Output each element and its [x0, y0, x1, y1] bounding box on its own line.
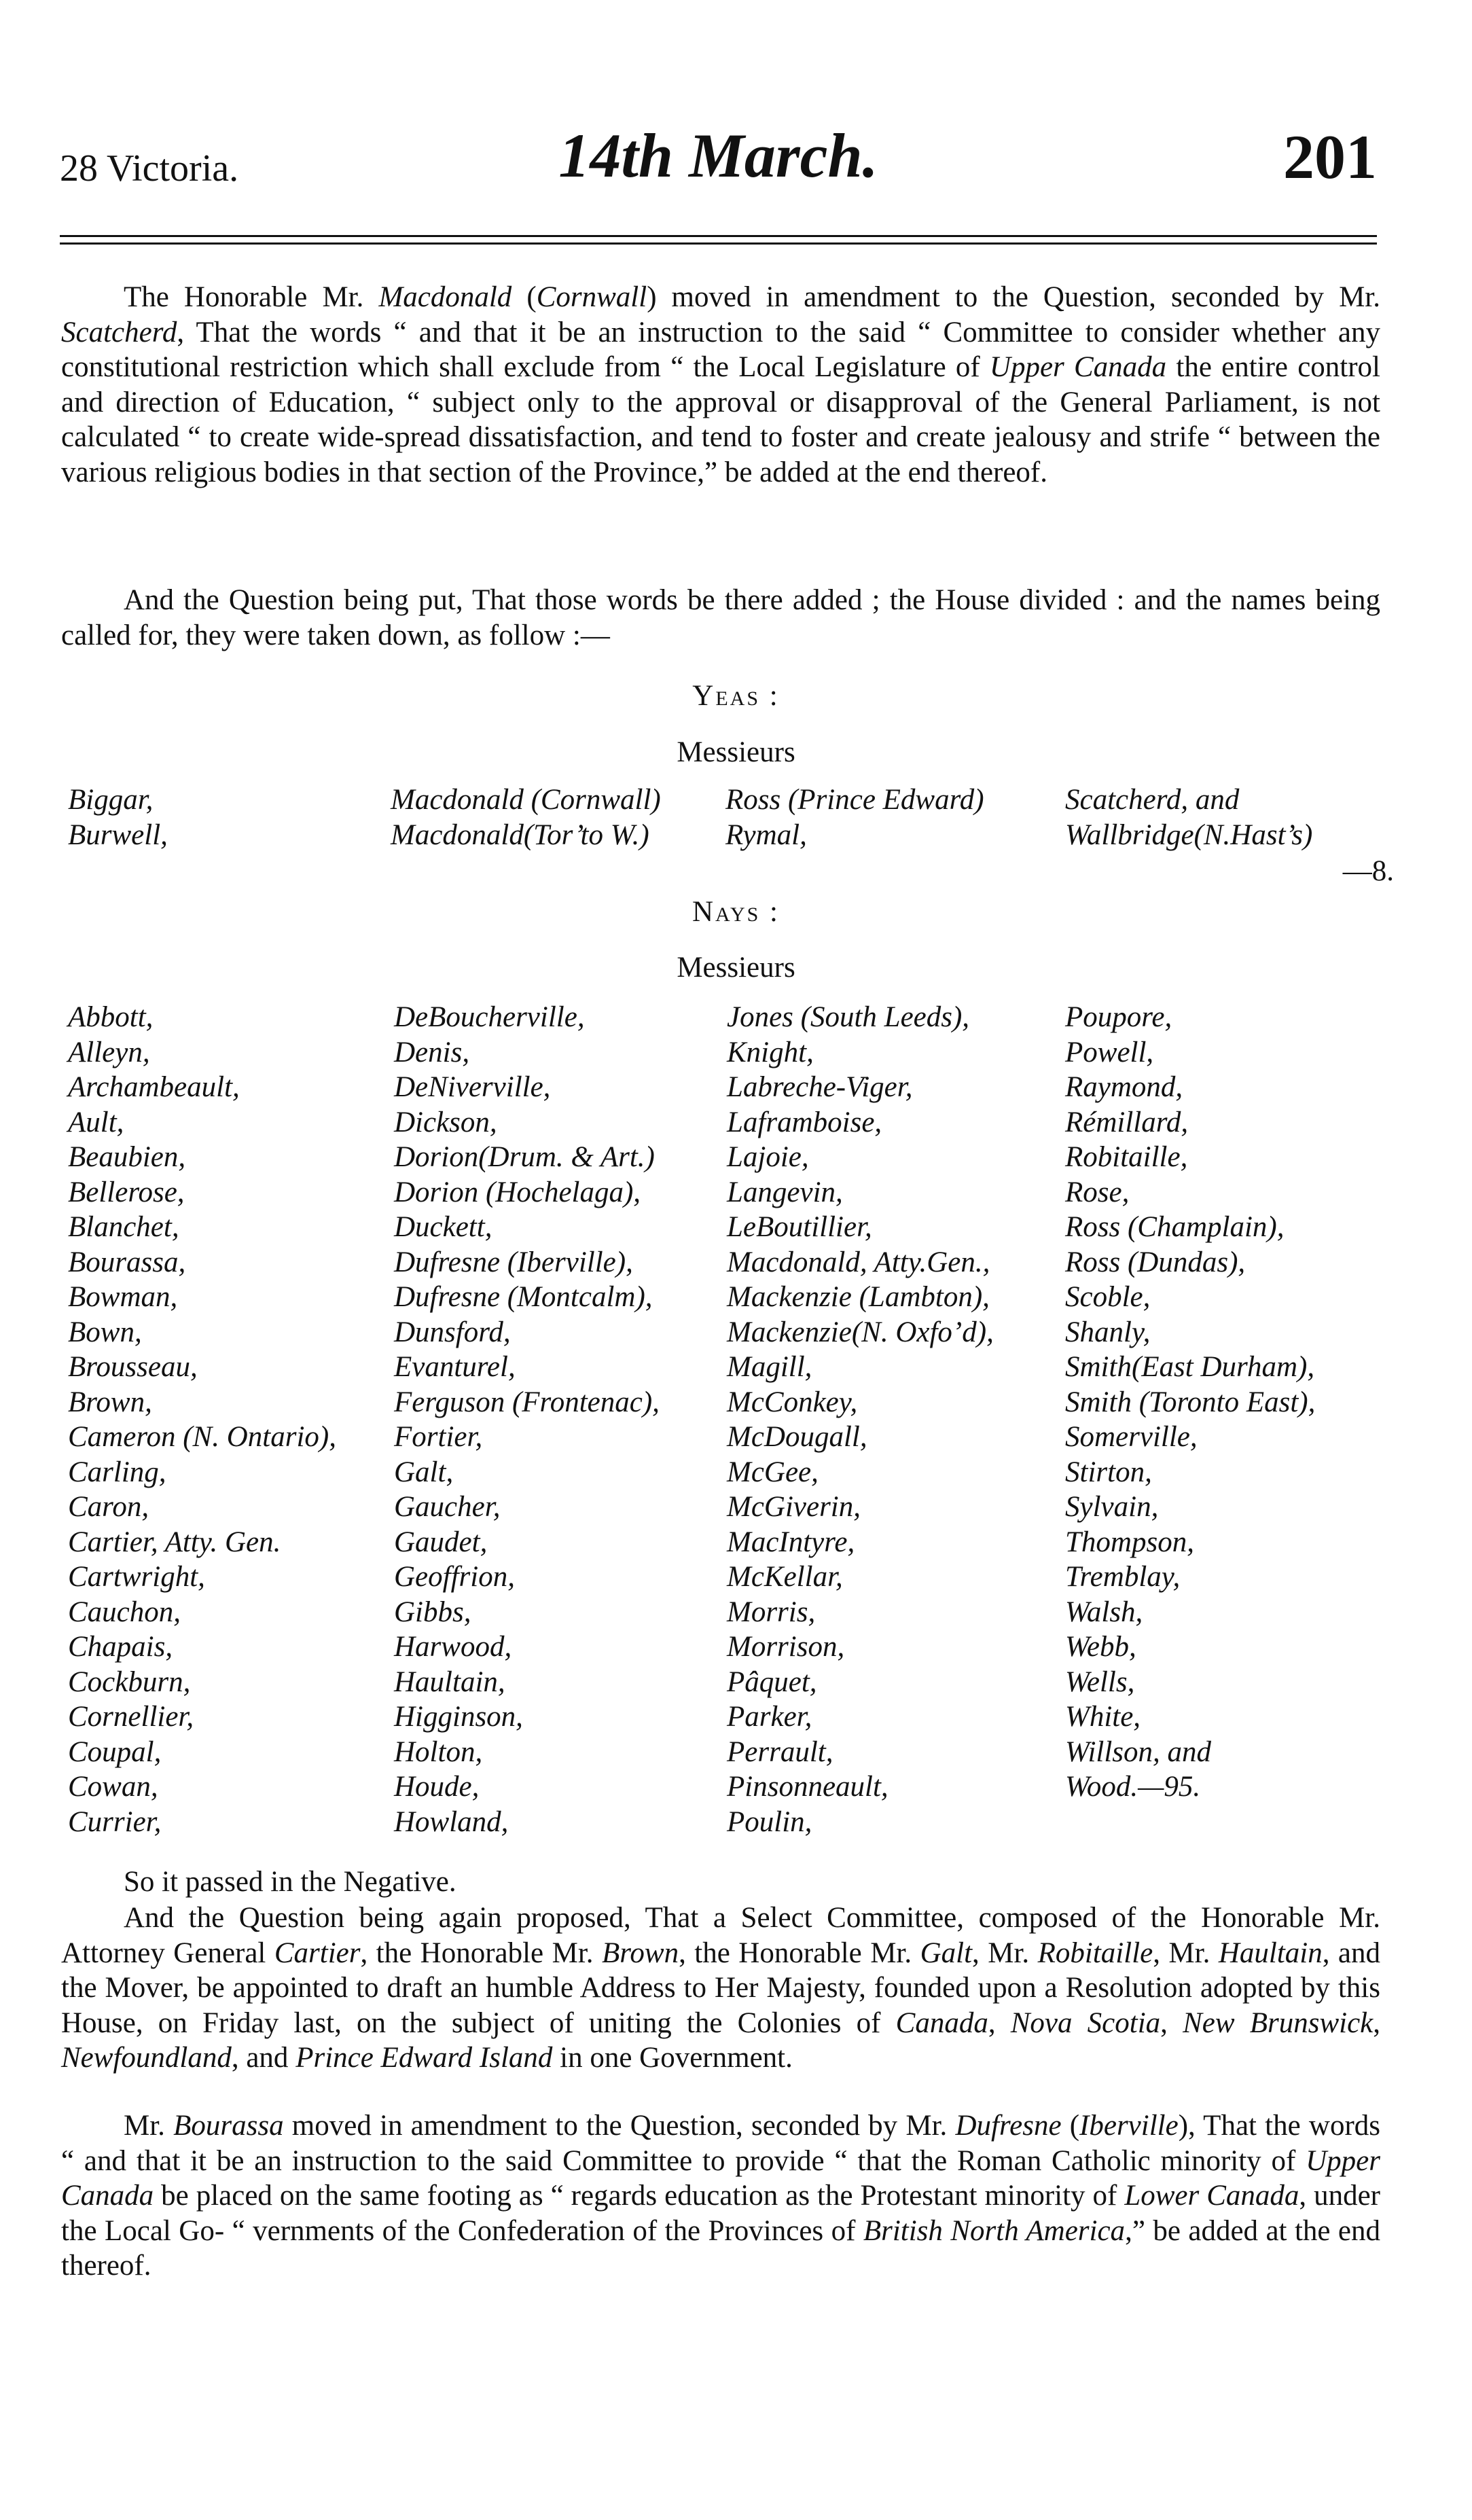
name-entry: Willson, and [1065, 1735, 1212, 1768]
name-entry: Galt, [394, 1456, 454, 1488]
name-entry: Rémillard, [1065, 1106, 1189, 1138]
name-entry: Howland, [394, 1805, 509, 1838]
name-entry: MacIntyre, [727, 1526, 855, 1558]
name-entry: Fortier, [394, 1421, 483, 1453]
name-entry: Cauchon, [68, 1596, 181, 1628]
nays-heading: Nays : [692, 896, 780, 928]
name-entry: McConkey, [727, 1386, 858, 1418]
name-entry: Ross (Champlain), [1065, 1211, 1285, 1243]
name-entry: McKellar, [727, 1561, 843, 1593]
yeas-column-2 [391, 782, 661, 852]
name-entry: Lajoie, [727, 1141, 809, 1173]
name-entry: Houde, [394, 1771, 480, 1803]
name-entry: Ferguson (Frontenac), [394, 1386, 660, 1418]
name-entry: Cartwright, [68, 1561, 205, 1593]
name-entry: Scoble, [1065, 1281, 1151, 1313]
name-entry: Pinsonneault, [727, 1771, 888, 1803]
nays-column-4 [1065, 1000, 1315, 1805]
name-entry: Smith(East Durham), [1065, 1351, 1315, 1383]
name-entry: White, [1065, 1701, 1141, 1733]
yeas-heading: Yeas : [692, 680, 780, 712]
name-entry: Morrison, [727, 1631, 845, 1663]
yeas-total: —8. [1342, 855, 1394, 887]
name-entry: Cartier, Atty. Gen. [68, 1526, 281, 1558]
session-label: 28 Victoria. [60, 147, 239, 190]
yeas-column-3 [725, 782, 984, 852]
header-rule-top [60, 235, 1377, 237]
name-entry: Sylvain, [1065, 1491, 1159, 1523]
name-entry: Jones (South Leeds), [727, 1001, 970, 1033]
name-entry: Geoffrion, [394, 1561, 515, 1593]
name-entry: Bellerose, [68, 1176, 185, 1208]
bourassa-amendment-paragraph: Mr. Bourassa moved in amendment to the Question, seconded by Mr. Dufresne (Iberville), That the words “ and that it be an instruction to the said Committee to provide “ that the Roman Catholic minority of Upper Canada be placed on the same footing as “ regards education as the Protestant minority of Lower Canada, under the Local Go- “ vernments of the Confederation of the Provinces of British North America,” be added at the end thereof. [61, 2110, 1380, 2282]
name-entry: Bown, [68, 1316, 142, 1348]
name-entry: Webb, [1065, 1631, 1136, 1663]
name-entry: Ross (Prince Edward) [725, 784, 984, 816]
name-entry: Poulin, [727, 1805, 812, 1838]
name-entry: Higginson, [394, 1701, 523, 1733]
name-entry: Brown, [68, 1386, 152, 1418]
name-entry: Abbott, [68, 1001, 154, 1033]
name-entry: McGiverin, [727, 1491, 861, 1523]
name-entry: Cornellier, [68, 1701, 194, 1733]
name-entry: Laframboise, [727, 1106, 882, 1138]
name-entry: Ault, [68, 1106, 124, 1138]
name-entry: Macdonald(Tor’to W.) [391, 818, 649, 851]
name-entry: Poupore, [1065, 1001, 1172, 1033]
name-entry: DeNiverville, [394, 1071, 551, 1103]
name-entry: Mackenzie(N. Oxfo’d), [727, 1316, 994, 1348]
name-entry: Dufresne (Montcalm), [394, 1281, 653, 1313]
name-entry: Dufresne (Iberville), [394, 1246, 633, 1278]
name-entry: Stirton, [1065, 1456, 1152, 1488]
nays-messieurs: Messieurs [677, 952, 795, 984]
amendment-paragraph: The Honorable Mr. Macdonald (Cornwall) moved in amendment to the Question, seconded by Mr. Scatcherd, That the words “ and that it be an instruction to the said “ Committee to consider whether any constitutional restriction which shall exclude from “ the Local Legislature of Upper Canada the entire control and direction of Education, “ subject only to the approval or disapproval of the General Parliament, is not calculated “ to create wide-spread dissatisfaction, and tend to foster and create jealousy and strife “ between the various religious bodies in that section of the Province,” be added at the end thereof. [61, 281, 1380, 488]
name-entry: Smith (Toronto East), [1065, 1386, 1316, 1418]
name-entry: Archambeault, [68, 1071, 240, 1103]
nays-column-1 [68, 1000, 336, 1839]
name-entry: Dorion (Hochelaga), [394, 1176, 641, 1208]
name-entry: LeBoutillier, [727, 1211, 872, 1243]
negative-result-paragraph: So it passed in the Negative. [124, 1866, 456, 1898]
name-entry: DeBoucherville, [394, 1001, 585, 1033]
header-rule-bottom [60, 242, 1377, 245]
name-entry: Wallbridge(N.Hast’s) [1065, 818, 1313, 851]
name-entry: Coupal, [68, 1735, 162, 1768]
name-entry: Alleyn, [68, 1036, 150, 1068]
name-entry: Tremblay, [1065, 1561, 1181, 1593]
name-entry: Chapais, [68, 1631, 173, 1663]
yeas-column-1 [68, 782, 168, 852]
name-entry: Somerville, [1065, 1421, 1198, 1453]
name-entry: Labreche-Viger, [727, 1071, 913, 1103]
name-entry: Cameron (N. Ontario), [68, 1421, 336, 1453]
name-entry: Morris, [727, 1596, 816, 1628]
name-entry: Mackenzie (Lambton), [727, 1281, 990, 1313]
yeas-messieurs: Messieurs [677, 736, 795, 768]
name-entry: Burwell, [68, 818, 168, 851]
name-entry: Cowan, [68, 1771, 158, 1803]
yeas-column-4 [1065, 782, 1312, 852]
name-entry: Gaucher, [394, 1491, 501, 1523]
name-entry: McGee, [727, 1456, 819, 1488]
name-entry: McDougall, [727, 1421, 867, 1453]
name-entry: Knight, [727, 1036, 814, 1068]
name-entry: Brousseau, [68, 1351, 198, 1383]
name-entry: Wells, [1065, 1666, 1135, 1698]
name-entry: Perrault, [727, 1735, 833, 1768]
division-paragraph: And the Question being put, That those words be there added ; the House divided : and the names being called for, they were taken down, as follow :— [61, 584, 1380, 651]
name-entry: Scatcherd, and [1065, 784, 1240, 816]
name-entry: Shanly, [1065, 1316, 1151, 1348]
name-entry: Carling, [68, 1456, 166, 1488]
name-entry: Biggar, [68, 784, 154, 816]
name-entry: Duckett, [394, 1211, 492, 1243]
name-entry: Beaubien, [68, 1141, 186, 1173]
name-entry: Dickson, [394, 1106, 497, 1138]
name-entry: Wood.—95. [1065, 1771, 1201, 1803]
name-entry: Dunsford, [394, 1316, 511, 1348]
name-entry: Rose, [1065, 1176, 1130, 1208]
name-entry: Macdonald, Atty.Gen., [727, 1246, 990, 1278]
page-header [60, 115, 1377, 197]
nays-column-3 [727, 1000, 994, 1839]
name-entry: Robitaille, [1065, 1141, 1188, 1173]
name-entry: Thompson, [1065, 1526, 1194, 1558]
page-number: 201 [1283, 122, 1377, 192]
name-entry: Bowman, [68, 1281, 178, 1313]
name-entry: Rymal, [725, 818, 807, 851]
name-entry: Holton, [394, 1735, 483, 1768]
name-entry: Evanturel, [394, 1351, 516, 1383]
name-entry: Cockburn, [68, 1666, 191, 1698]
name-entry: Walsh, [1065, 1596, 1143, 1628]
name-entry: Parker, [727, 1701, 812, 1733]
date-heading: 14th March. [558, 121, 878, 190]
name-entry: Gibbs, [394, 1596, 471, 1628]
name-entry: Ross (Dundas), [1065, 1246, 1246, 1278]
name-entry: Langevin, [727, 1176, 843, 1208]
name-entry: Magill, [727, 1351, 812, 1383]
name-entry: Dorion(Drum. & Art.) [394, 1141, 655, 1173]
name-entry: Bourassa, [68, 1246, 186, 1278]
name-entry: Gaudet, [394, 1526, 488, 1558]
nays-column-2 [394, 1000, 660, 1839]
name-entry: Pâquet, [727, 1666, 817, 1698]
name-entry: Denis, [394, 1036, 470, 1068]
name-entry: Macdonald (Cornwall) [391, 784, 661, 816]
name-entry: Powell, [1065, 1036, 1154, 1068]
select-committee-paragraph: And the Question being again proposed, That a Select Committee, composed of the Honorable Mr. Attorney General Cartier, the Honorable Mr. Brown, the Honorable Mr. Galt, Mr. Robitaille, Mr. Haultain, and the Mover, be appointed to draft an humble Address to Her Majesty, founded upon a Resolution adopted by this House, on Friday last, on the subject of uniting the Colonies of Canada, Nova Scotia, New Brunswick, Newfoundland, and Prince Edward Island in one Government. [61, 1902, 1381, 2074]
name-entry: Caron, [68, 1491, 149, 1523]
name-entry: Blanchet, [68, 1211, 179, 1243]
name-entry: Currier, [68, 1805, 162, 1838]
name-entry: Haultain, [394, 1666, 505, 1698]
name-entry: Raymond, [1065, 1071, 1183, 1103]
name-entry: Harwood, [394, 1631, 512, 1663]
